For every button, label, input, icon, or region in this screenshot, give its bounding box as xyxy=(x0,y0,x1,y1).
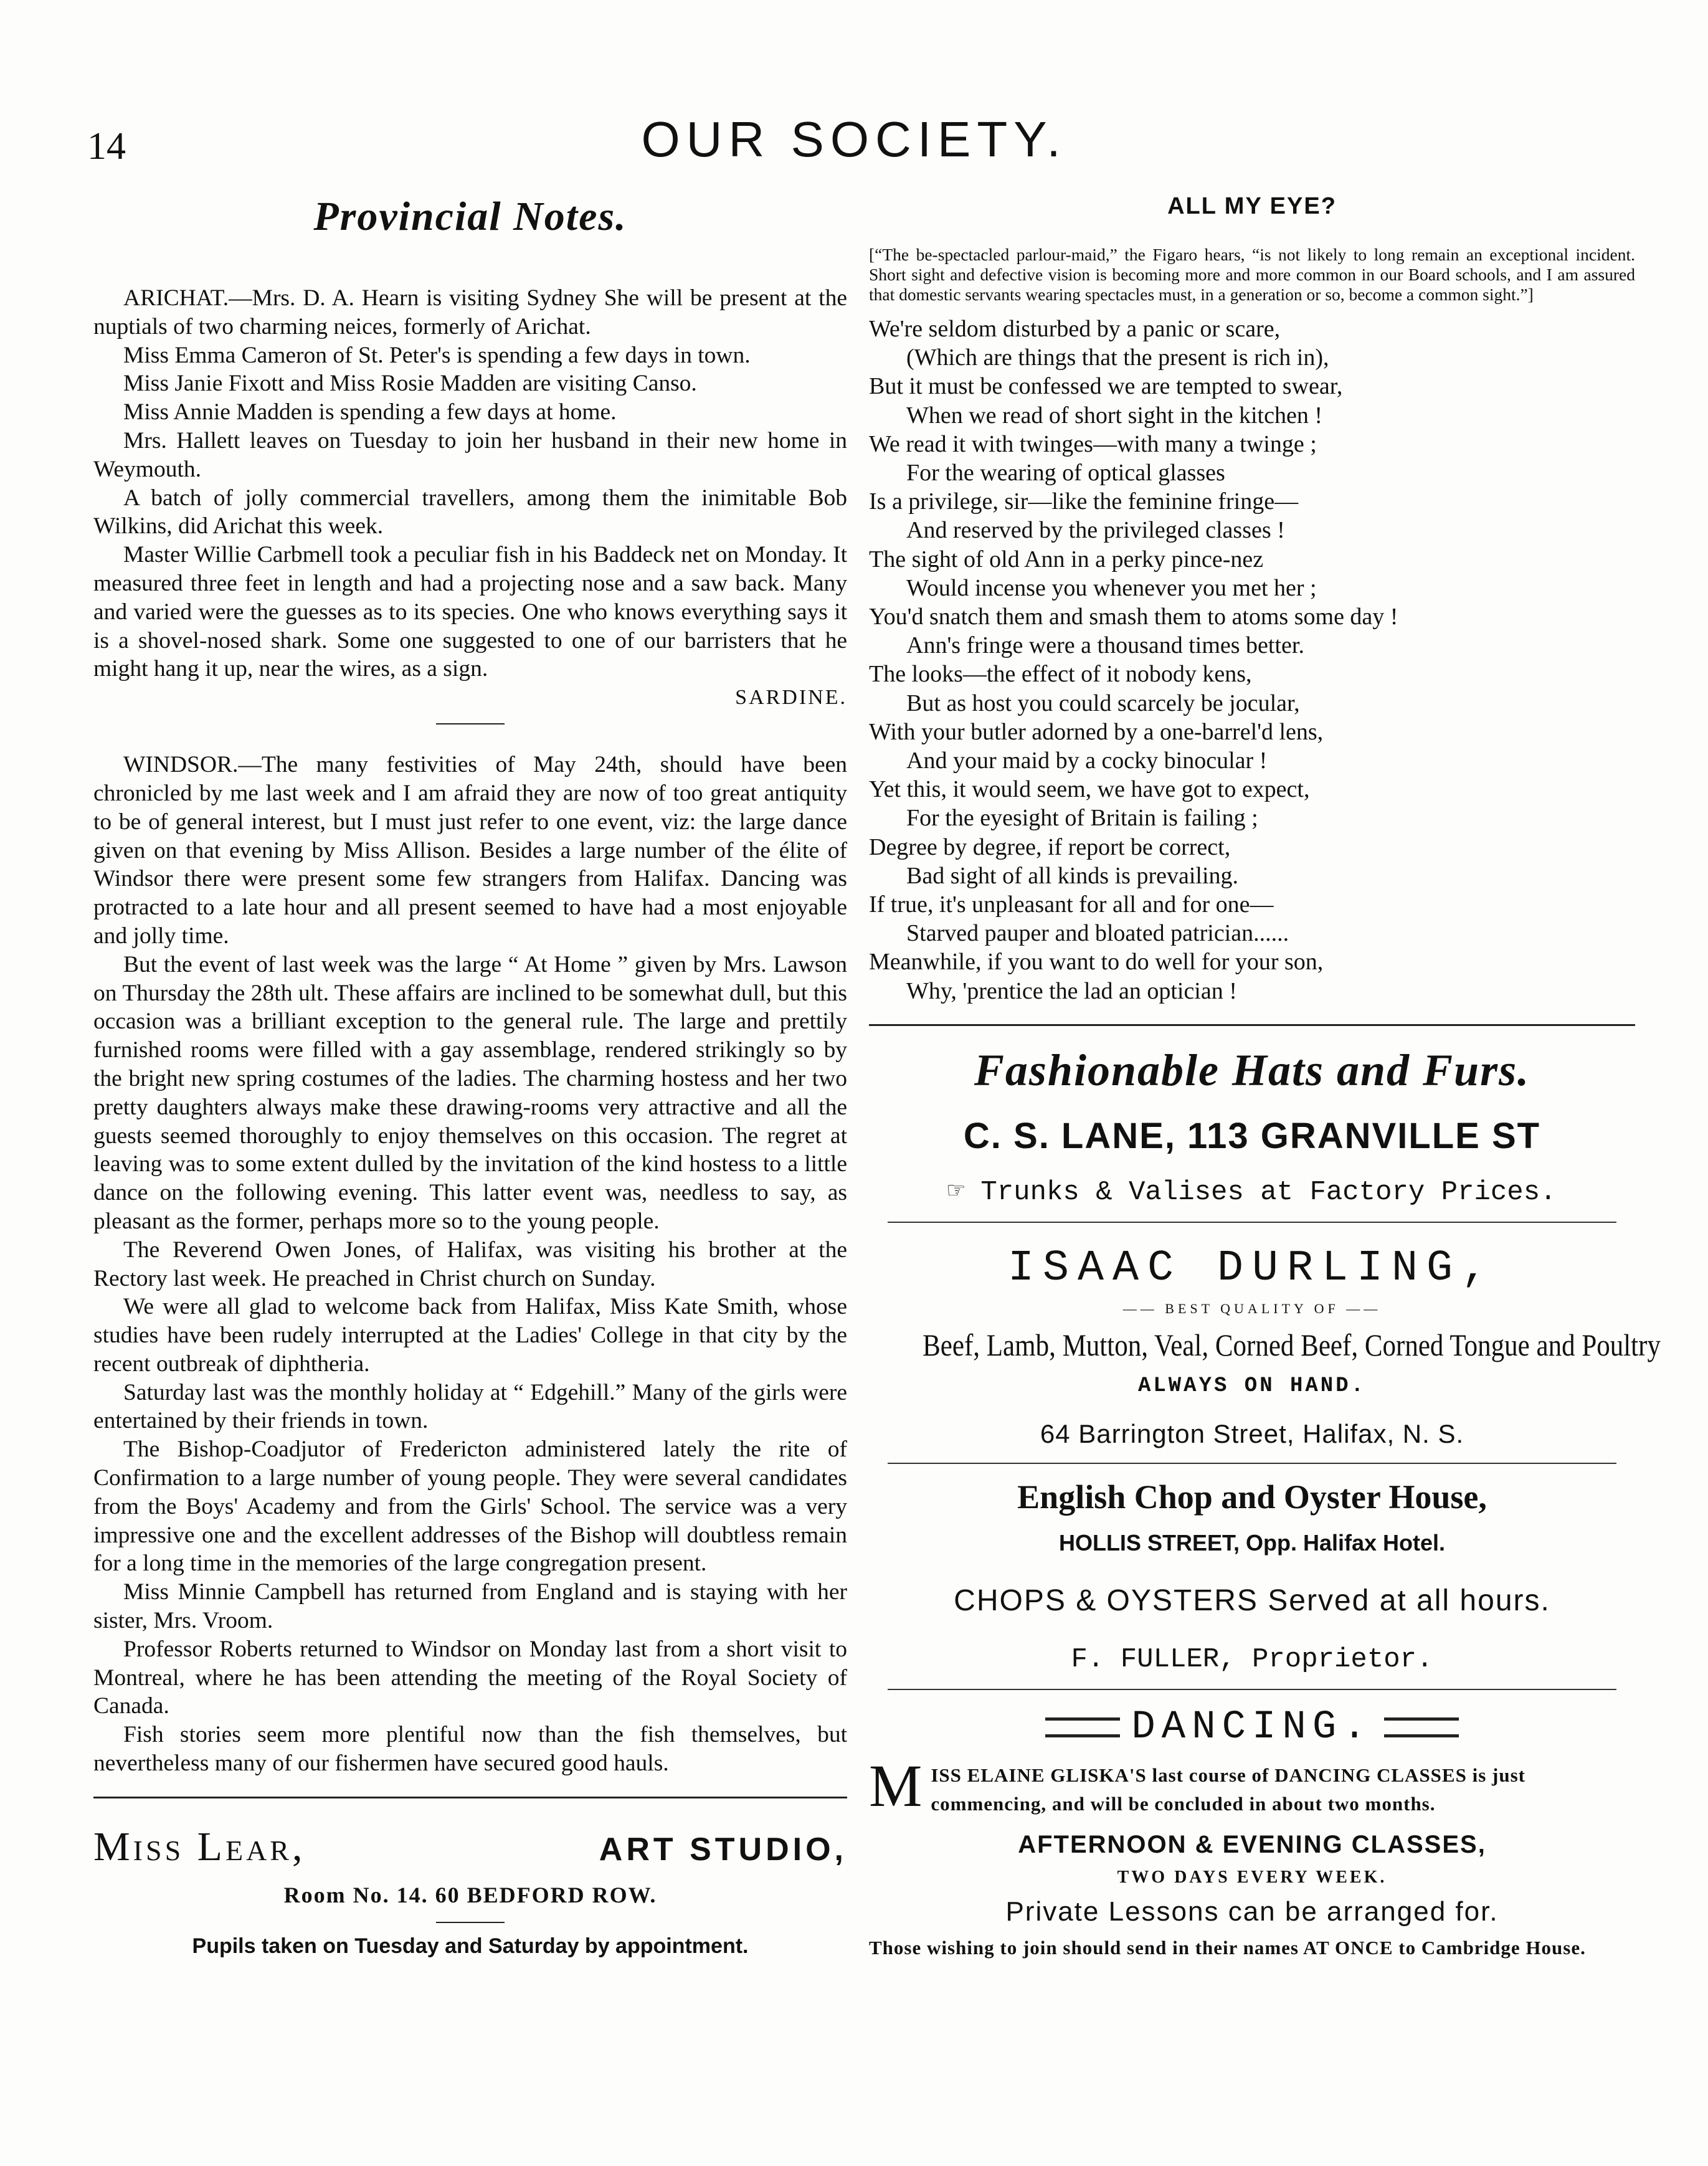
arichat-paragraph: Miss Janie Fixott and Miss Rosie Madden are visiting Canso. xyxy=(123,371,697,397)
poem-line: If true, it's unpleasant for all and for one— xyxy=(869,891,1274,918)
right-ornament-icon xyxy=(1384,1717,1459,1737)
hats-ad-trunks: ☞ Trunks & Valises at Factory Prices. xyxy=(947,1176,1557,1208)
lear-ad-room: Room No. 14. 60 BEDFORD ROW. xyxy=(283,1882,657,1907)
poem-epigraph: [“The be-spectacled parlour-maid,” the Figaro hears, “is not likely to long remain an exceptional incident. Short sight and defective vision is becoming more and more common in our Board schools, and I am assured that domestic servants wearing spectacles must, in a generation or so, become a common sight.”] xyxy=(869,245,1635,304)
right-column xyxy=(869,187,1661,1962)
poem-line: And your maid by a cocky binocular ! xyxy=(906,748,1268,774)
windsor-paragraph: Miss Minnie Campbell has returned from England and is staying with her sister, Mrs. Vroom. xyxy=(93,1579,847,1634)
durling-ad-always: ALWAYS ON HAND. xyxy=(1137,1374,1367,1398)
dancing-ad xyxy=(869,1705,1635,1962)
hats-ad-lane: C. S. LANE, 113 GRANVILLE ST xyxy=(963,1115,1541,1156)
left-ornament-icon xyxy=(1045,1717,1120,1737)
poem-line: Starved pauper and bloated patrician...... xyxy=(906,920,1289,947)
chop-ad-served: CHOPS & OYSTERS Served at all hours. xyxy=(954,1584,1550,1617)
poem-line: Why, 'prentice the lad an optician ! xyxy=(906,977,1237,1004)
arichat-paragraph: Miss Annie Madden is spending a few days at home. xyxy=(123,399,617,425)
durling-ad-address: 64 Barrington Street, Halifax, N. S. xyxy=(1040,1418,1464,1448)
poem-line: Ann's fringe were a thousand times better. xyxy=(906,632,1304,659)
poem-line: Would incense you whenever you met her ; xyxy=(906,574,1317,601)
lear-ad-divider xyxy=(436,1922,505,1923)
arichat-paragraph: Miss Emma Cameron of St. Peter's is spending a few days in town. xyxy=(123,342,751,368)
poem-line: But it must be confessed we are tempted to swear, xyxy=(869,373,1343,400)
poem-line: When we read of short sight in the kitchen ! xyxy=(906,402,1322,429)
windsor-paragraph: But the event of last week was the large “ At Home ” given by Mrs. Lawson on Thursday the 28th ult. These affairs are inclined to be somewhat dull, but this occasion was a brilliant exception to the general rule. The large and prettily furnished rooms were filled with a gay assemblage, rendered strikingly so by the bright new spring costumes of the ladies. The charming hostess and her two pretty daughters always make these drawing-rooms very attractive and all the guests seemed thoroughly to enjoy themselves on this occasion. The regret at leaving was to some extent dulled by the invitation of the kind hostess to a little dance on the following evening. This latter event was, needless to say, as pleasant as the former, perhaps more so to the young people. xyxy=(93,951,847,1234)
windsor-section xyxy=(93,751,847,1778)
durling-ad xyxy=(869,1243,1661,1449)
arichat-section xyxy=(93,284,847,712)
section-divider xyxy=(436,723,505,724)
poem-title: ALL MY EYE? xyxy=(1167,193,1337,219)
hats-ad xyxy=(869,1045,1635,1208)
arichat-paragraph: ARICHAT.—Mrs. D. A. Hearn is visiting Sydney She will be present at the nuptials of two charming neices, formerly of Arichat. xyxy=(93,285,847,340)
ad-divider xyxy=(888,1222,1616,1223)
arichat-paragraph: Master Willie Carbmell took a peculiar fish in his Baddeck net on Monday. It measured three feet in length and had a projecting nose and a saw back. Many and varied were the guesses as to its species. One who knows everything says it is a shovel-nosed shark. Some one suggested to one of our barristers that he might hang it up, near the wires, as a sign. xyxy=(93,542,847,682)
poem-line: We're seldom disturbed by a panic or scare, xyxy=(869,316,1281,342)
poem-line: Is a privilege, sir—like the feminine fringe— xyxy=(869,488,1299,515)
poem-line: And reserved by the privileged classes ! xyxy=(906,517,1285,544)
masthead-title: OUR SOCIETY. xyxy=(641,112,1067,167)
drop-cap: M xyxy=(869,1752,923,1819)
poem-line: (Which are things that the present is rich in), xyxy=(906,344,1329,371)
chop-ad-title: English Chop and Oyster House, xyxy=(1017,1478,1487,1516)
provincial-notes-title: Provincial Notes. xyxy=(313,194,627,239)
dancing-ad-classes: AFTERNOON & EVENING CLASSES, xyxy=(1018,1830,1486,1858)
lear-ad-studio: ART STUDIO, xyxy=(599,1831,847,1868)
dancing-ad-send: Those wishing to join should send in their names AT ONCE to Cambridge House. xyxy=(869,1936,1586,1959)
durling-ad-name: ISAAC DURLING, xyxy=(1007,1243,1497,1293)
chop-ad-proprietor: F. FULLER, Proprietor. xyxy=(1071,1643,1433,1675)
chop-house-ad xyxy=(869,1478,1635,1675)
poem-line: With your butler adorned by a one-barrel'd lens, xyxy=(869,718,1324,745)
poem-line: But as host you could scarcely be jocular, xyxy=(906,690,1300,716)
poem-line: For the eyesight of Britain is failing ; xyxy=(906,805,1258,832)
lear-ad-name: Miss Lear, xyxy=(93,1823,306,1869)
page-number: 14 xyxy=(87,125,126,168)
poem-section xyxy=(869,193,1635,1005)
poem-line: For the wearing of optical glasses xyxy=(906,460,1225,487)
windsor-paragraph: The Bishop-Coadjutor of Fredericton administered lately the rite of Confirmation to a large number of young people. They were several candidates from the Boys' Academy and from the Girls' School. The service was a very impressive one and the excellent addresses of the Bishop will doubtless remain for a long time in the memories of the large congregation present. xyxy=(93,1437,847,1577)
dancing-ad-days: TWO DAYS EVERY WEEK. xyxy=(1117,1867,1387,1887)
arichat-paragraph: Mrs. Hallett leaves on Tuesday to join her husband in their new home in Weymouth. xyxy=(93,427,847,482)
dancing-ad-title: DANCING. xyxy=(1131,1704,1373,1750)
poem-line: You'd snatch them and smash them to atoms some day ! xyxy=(869,604,1398,630)
windsor-paragraph: The Reverend Owen Jones, of Halifax, was visiting his brother at the Rectory last week. He preached in Christ church on Sunday. xyxy=(93,1237,847,1291)
durling-ad-best: —— BEST QUALITY OF —— xyxy=(1122,1300,1382,1316)
windsor-paragraph: Professor Roberts returned to Windsor on Monday last from a short visit to Montreal, where he has been attending the meeting of the Royal Society of Canada. xyxy=(93,1636,847,1719)
ad-divider xyxy=(888,1689,1616,1690)
arichat-signature: SARDINE. xyxy=(735,686,847,710)
windsor-paragraph: Saturday last was the monthly holiday at “ Edgehill.” Many of the girls were entertained by their friends in town. xyxy=(93,1379,847,1434)
poem-line: Degree by degree, if report be correct, xyxy=(869,834,1231,860)
poem-line: The looks—the effect of it nobody kens, xyxy=(869,661,1252,688)
ad-divider xyxy=(888,1463,1616,1464)
column-rule xyxy=(869,1024,1635,1026)
column-rule xyxy=(93,1797,847,1798)
lear-ad xyxy=(93,1823,847,1959)
windsor-paragraph: We were all glad to welcome back from Halifax, Miss Kate Smith, whose studies have been rudely interrupted at the Ladies' College in that city by the recent outbreak of diphtheria. xyxy=(93,1294,847,1377)
lear-ad-pupils: Pupils taken on Tuesday and Saturday by appointment. xyxy=(192,1934,749,1958)
windsor-paragraph: Fish stories seem more plentiful now than the fish themselves, but nevertheless many of our fishermen have secured good hauls. xyxy=(93,1722,847,1777)
dancing-ad-intro: ISS ELAINE GLISKA'S last course of DANCING CLASSES is just commencing, and will be concluded in about two months. xyxy=(931,1764,1525,1815)
windsor-paragraph: WINDSOR.—The many festivities of May 24th, should have been chronicled by me last week and I am afraid they are now of too great antiquity to be of general interest, but I must just refer to one event, viz: the large dance given on that evening by Miss Allison. Besides a large number of the élite of Windsor there were present some few strangers from Halifax. Dancing was protracted to a late hour and all present seemed to have had a most enjoyable and jolly time. xyxy=(93,752,847,949)
poem-line: Yet this, it would seem, we have got to expect, xyxy=(869,776,1310,803)
left-column xyxy=(93,187,847,1959)
arichat-paragraph: A batch of jolly commercial travellers, among them the inimitable Bob Wilkins, did Arichat this week. xyxy=(93,485,847,539)
poem-line: The sight of old Ann in a perky pince-nez xyxy=(869,546,1264,572)
poem-line: Bad sight of all kinds is prevailing. xyxy=(906,862,1239,889)
poem-line: Meanwhile, if you want to do well for your son, xyxy=(869,949,1324,976)
hats-ad-title: Fashionable Hats and Furs. xyxy=(974,1045,1530,1095)
chop-ad-street: HOLLIS STREET, Opp. Halifax Hotel. xyxy=(1058,1529,1446,1556)
dancing-ad-private: Private Lessons can be arranged for. xyxy=(1005,1896,1499,1927)
poem-line: We read it with twinges—with many a twinge ; xyxy=(869,430,1317,457)
durling-ad-meats: Beef, Lamb, Mutton, Veal, Corned Beef, Corned Tongue and Poultry xyxy=(923,1327,1661,1362)
